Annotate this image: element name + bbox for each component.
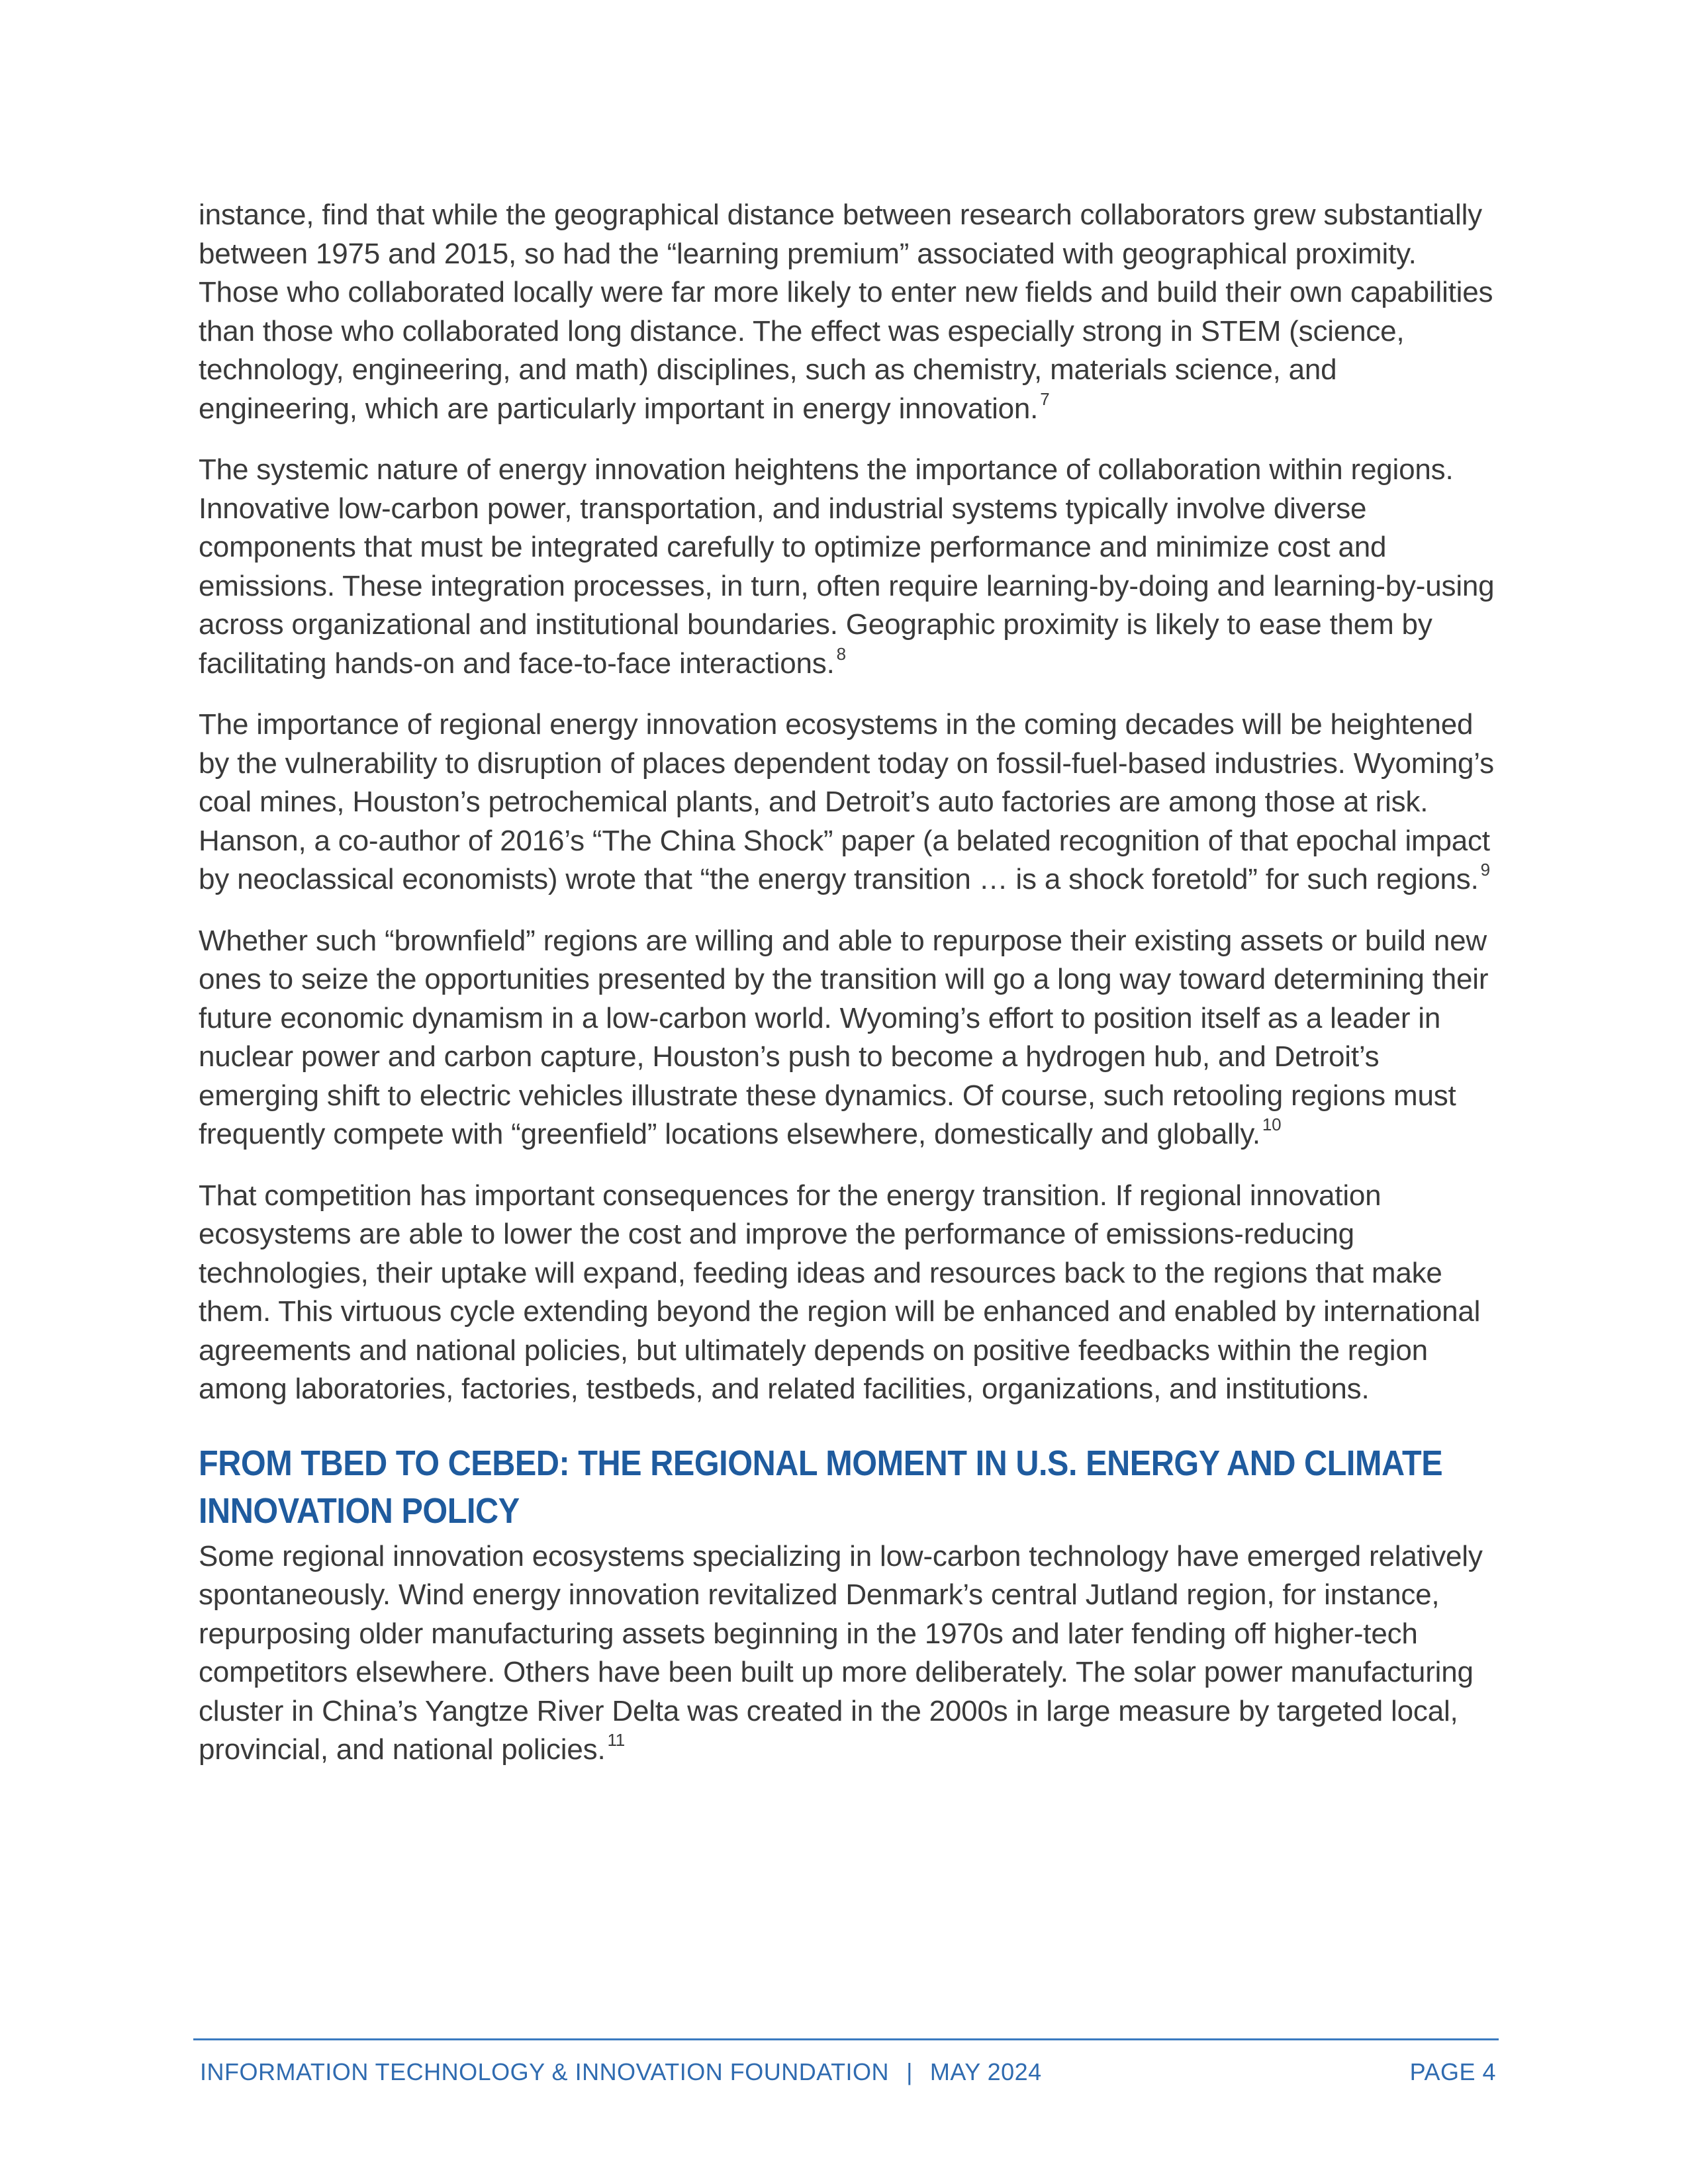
footnote-ref-8[interactable]: 8 [836, 643, 846, 664]
footer-divider [193, 2038, 1499, 2040]
footer-date: MAY 2024 [929, 2058, 1042, 2085]
paragraph-text: Whether such “brownfield” regions are willing and able to repurpose their existing assets or build new ones to seize the opportunities presented by the transition will go a long way toward determining their future economic dynamism in a low-carbon world. Wyoming’s effort to position itself as a leader in nuclear power and carbon capture, Houston’s push to become a hydrogen hub, and Detroit’s emerging shift to electric vehicles illustrate these dynamics. Of course, such retooling regions must frequently compete with “greenfield” locations elsewhere, domestically and globally. [199, 924, 1489, 1150]
footnote-ref-9[interactable]: 9 [1480, 860, 1490, 880]
paragraph-text: The systemic nature of energy innovation heightens the importance of collaboration within regions. Innovative low-carbon power, transportation, and industrial systems typically involve diverse components that must be integrated carefully to optimize performance and minimize cost and emissions. These integration processes, in turn, often require learning-by-doing and learning-by-using across organizational and institutional boundaries. Geographic proximity is likely to ease them by facilitating hands-on and face-to-face interactions. [199, 453, 1495, 680]
paragraph-text: The importance of regional energy innovation ecosystems in the coming decades will be heightened by the vulnerability to disruption of places dependent today on fossil-fuel-based industries. Wyoming’s coal mines, Houston’s petrochemical plants, and Detroit’s auto factories are among those at risk. Hanson, a co-author of 2016’s “The China Shock” paper (a belated recognition of that epochal impact by neoclassical economists) wrote that “the energy transition … is a shock foretold” for such regions. [199, 708, 1494, 895]
page-content [199, 196, 1496, 1792]
body-paragraph-3 [199, 705, 1496, 899]
page-number: PAGE 4 [1409, 2058, 1496, 2085]
paragraph-text: instance, find that while the geographical distance between research collaborators grew substantially between 1975 and 2015, so had the “learning premium” associated with geographical proximity. Those who collaborated locally were far more likely to enter new fields and build their own capabilities than those who collaborated long distance. The effect was especially strong in STEM (science, technology, engineering, and math) disciplines, such as chemistry, materials science, and engineering, which are particularly important in energy innovation. [199, 199, 1493, 425]
section-heading: FROM TBED TO CEBED: THE REGIONAL MOMENT IN U.S. ENERGY AND CLIMATE INNOVATION POLICY [199, 1443, 1443, 1531]
footnote-ref-10[interactable]: 10 [1262, 1115, 1282, 1134]
paragraph-text: Some regional innovation ecosystems specializing in low-carbon technology have emerged relatively spontaneously. Wind energy innovation revitalized Denmark’s central Jutland region, for instance, repurposing older manufacturing assets beginning in the 1970s and later fending off higher-tech competitors elsewhere. Others have been built up more deliberately. The solar power manufacturing cluster in China’s Yangtze River Delta was created in the 2000s in large measure by targeted local, provincial, and national policies. [199, 1539, 1483, 1766]
footer-organization: INFORMATION TECHNOLOGY & INNOVATION FOUNDATION [200, 2058, 890, 2085]
footer-separator: | [906, 2058, 913, 2085]
paragraph-text: That competition has important consequences for the energy transition. If regional innovation ecosystems are able to lower the cost and improve the performance of emissions-reducing technologies, their uptake will expand, feeding ideas and resources back to the regions that make them. This virtuous cycle extending beyond the region will be enhanced and enabled by international agreements and national policies, but ultimately depends on positive feedbacks within the region among laboratories, factories, testbeds, and related facilities, organizations, and institutions. [199, 1179, 1481, 1405]
section-paragraph [199, 1537, 1496, 1770]
body-paragraph-5 [199, 1177, 1496, 1409]
footer-left [200, 2056, 1042, 2089]
body-paragraph-4 [199, 922, 1496, 1154]
body-paragraph-2 [199, 451, 1496, 683]
body-paragraph-1 [199, 196, 1496, 428]
footnote-ref-7[interactable]: 7 [1040, 388, 1050, 409]
footnote-ref-11[interactable]: 11 [607, 1730, 626, 1750]
